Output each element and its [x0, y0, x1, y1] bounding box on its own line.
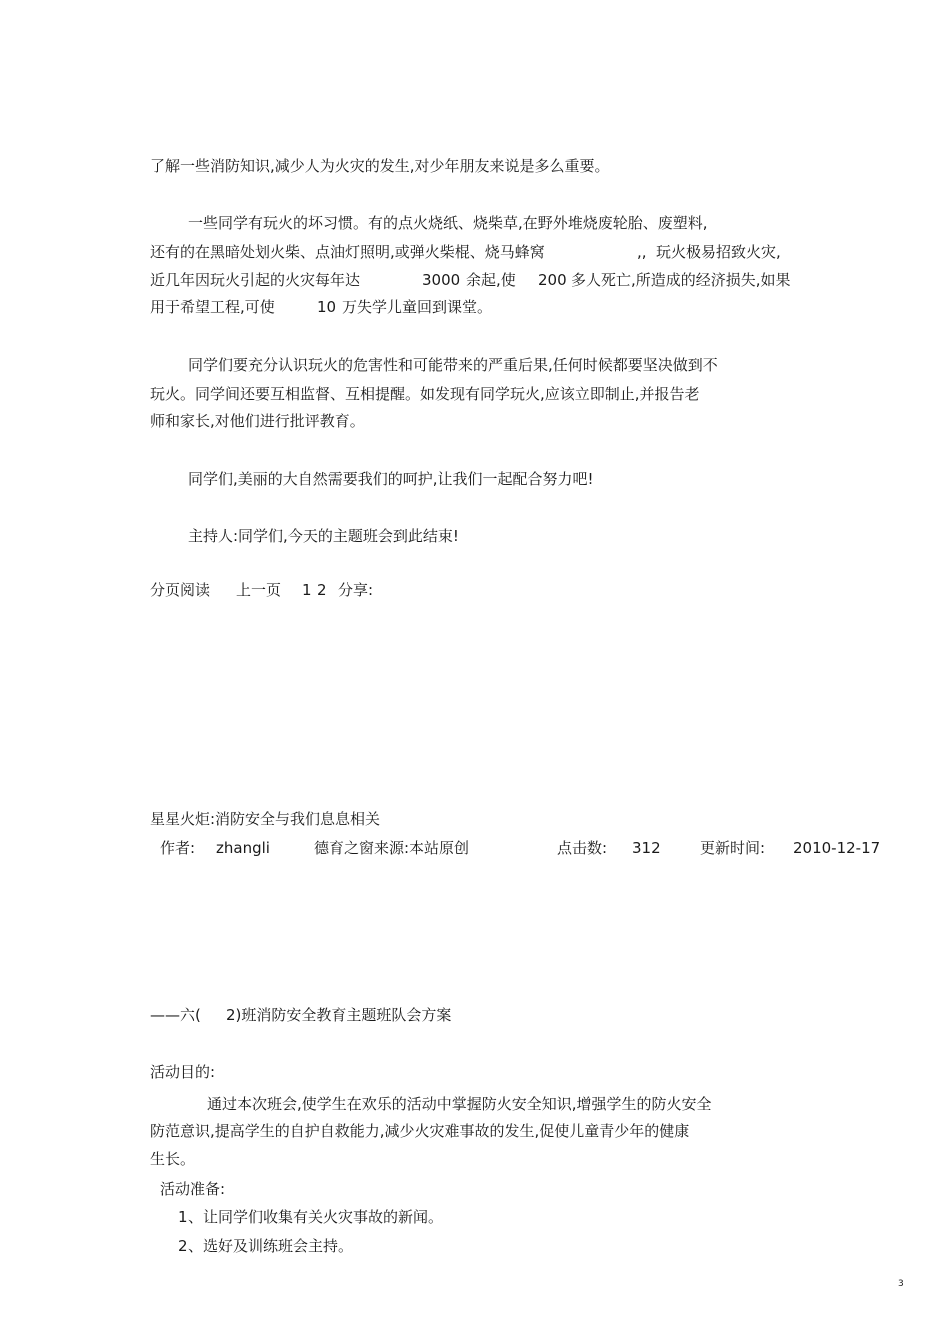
para1-line2a: 还有的在黑暗处划火柴、点油灯照明,或弹火柴棍、烧马蜂窝: [150, 243, 545, 261]
para1-line3b: 3000: [422, 271, 461, 289]
para3-line: 同学们,美丽的大自然需要我们的呵护,让我们一起配合努力吧!: [188, 470, 594, 488]
updated-date: 2010-12-17: [793, 839, 881, 857]
pager-page-1-link[interactable]: 1: [302, 581, 312, 599]
prep-item1-number: 1: [178, 1208, 188, 1226]
para2-line3: 师和家长,对他们进行批评教育。: [150, 412, 365, 430]
goal-line1: 通过本次班会,使学生在欢乐的活动中掌握防火安全知识,增强学生的防火安全: [207, 1095, 712, 1113]
para2-line1: 同学们要充分认识玩火的危害性和可能带来的严重后果,任何时候都要坚决做到不: [188, 356, 718, 374]
goal-line3: 生长。: [150, 1150, 196, 1168]
para1-line3a: 近几年因玩火引起的火灾每年达: [150, 271, 361, 289]
pager-page-2-link[interactable]: 2: [317, 581, 327, 599]
article-title: 星星火炬:消防安全与我们息息相关: [150, 810, 381, 828]
para1-line2b: ,,: [637, 243, 647, 261]
share-label[interactable]: 分享:: [338, 581, 374, 599]
author-name: zhangli: [216, 839, 270, 857]
prep-label: 活动准备:: [160, 1180, 226, 1198]
para1-line1: 一些同学有玩火的坏习惯。有的点火烧纸、烧柴草,在野外堆烧废轮胎、废塑料,: [188, 214, 708, 232]
clicks-count: 312: [632, 839, 661, 857]
goal-label: 活动目的:: [150, 1063, 216, 1081]
para1-line4b: 10: [317, 298, 337, 316]
author-label: 作者:: [160, 839, 196, 857]
para1-line3d: 200: [538, 271, 567, 289]
source-text: 德育之窗来源:本站原创: [314, 839, 470, 857]
para1-line3c: 余起,使: [466, 271, 516, 289]
para1-line4a: 用于希望工程,可使: [150, 298, 275, 316]
clicks-label: 点击数:: [557, 839, 608, 857]
pager-label: 分页阅读: [150, 581, 211, 599]
prep-item2: 、选好及训练班会主持。: [188, 1237, 354, 1255]
pager-prev-link[interactable]: 上一页: [236, 581, 282, 599]
plan-heading-b: 2)班消防安全教育主题班队会方案: [226, 1006, 452, 1024]
intro-line: 了解一些消防知识,减少人为火灾的发生,对少年朋友来说是多么重要。: [150, 157, 610, 175]
para2-line2: 玩火。同学间还要互相监督、互相提醒。如发现有同学玩火,应该立即制止,并报告老: [150, 385, 700, 403]
plan-heading-a: ——六(: [150, 1006, 201, 1024]
para4-line: 主持人:同学们,今天的主题班会到此结束!: [188, 527, 459, 545]
para1-line2c: 玩火极易招致火灾,: [656, 243, 781, 261]
para1-line4c: 万失学儿童回到课堂。: [342, 298, 493, 316]
goal-line2: 防范意识,提高学生的自护自救能力,减少火灾难事故的发生,促使儿童青少年的健康: [150, 1122, 690, 1140]
updated-label: 更新时间:: [700, 839, 766, 857]
prep-item2-number: 2: [178, 1237, 188, 1255]
para1-line3e: 多人死亡,所造成的经济损失,如果: [571, 271, 791, 289]
prep-item1: 、让同学们收集有关火灾事故的新闻。: [188, 1208, 444, 1226]
page-number: 3: [898, 1279, 904, 1289]
